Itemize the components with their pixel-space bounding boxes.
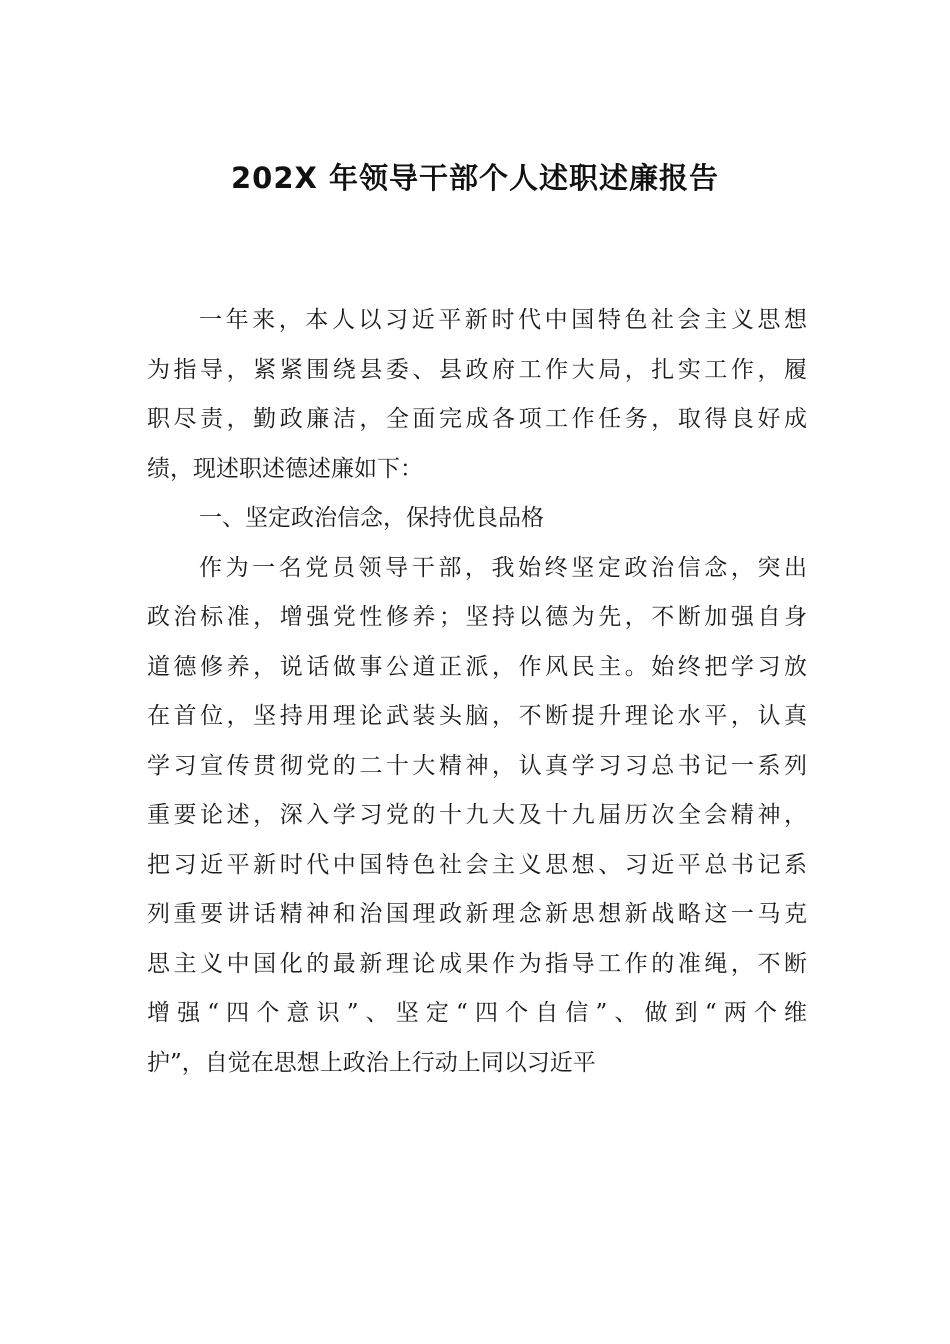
paragraph-line: 把习近平新时代中国特色社会主义思想、习近平总书记系 xyxy=(147,851,807,878)
paragraph-line: 重要论述，深入学习党的十九大及十九届历次全会精神， xyxy=(147,802,807,828)
section-heading: 一、坚定政治信念，保持优良品格 xyxy=(199,505,544,531)
paragraph-line: 绩，现述职述德述廉如下： xyxy=(147,455,423,482)
paragraph-line: 道德修养，说话做事公道正派，作风民主。始终把学习放 xyxy=(147,653,807,680)
paragraph-line: 在首位，坚持用理论武装头脑，不断提升理论水平，认真 xyxy=(147,703,807,729)
paragraph-line: 为指导，紧紧围绕县委、县政府工作大局，扎实工作，履 xyxy=(147,356,807,383)
document-body xyxy=(147,296,807,1088)
document-title: 202X 年领导干部个人述职述廉报告 xyxy=(231,161,719,195)
paragraph-line: 增强“四个意识”、坚定“四个自信”、做到“两个维 xyxy=(147,1000,807,1026)
paragraph-line: 护”，自觉在思想上政治上行动上同以习近平 xyxy=(147,1049,596,1076)
paragraph-line: 作为一名党员领导干部，我始终坚定政治信念，突出 xyxy=(199,554,807,581)
paragraph-line: 思主义中国化的最新理论成果作为指导工作的准绳，不断 xyxy=(147,950,807,977)
paragraph-line: 职尽责，勤政廉洁，全面完成各项工作任务，取得良好成 xyxy=(147,406,807,432)
paragraph-line: 列重要讲话精神和治国理政新理念新思想新战略这一马克 xyxy=(147,901,807,927)
paragraph-line: 一年来，本人以习近平新时代中国特色社会主义思想 xyxy=(199,307,807,333)
paragraph-line: 学习宣传贯彻党的二十大精神，认真学习习总书记一系列 xyxy=(147,752,807,779)
paragraph-line: 政治标准，增强党性修养；坚持以德为先，不断加强自身 xyxy=(147,604,807,630)
